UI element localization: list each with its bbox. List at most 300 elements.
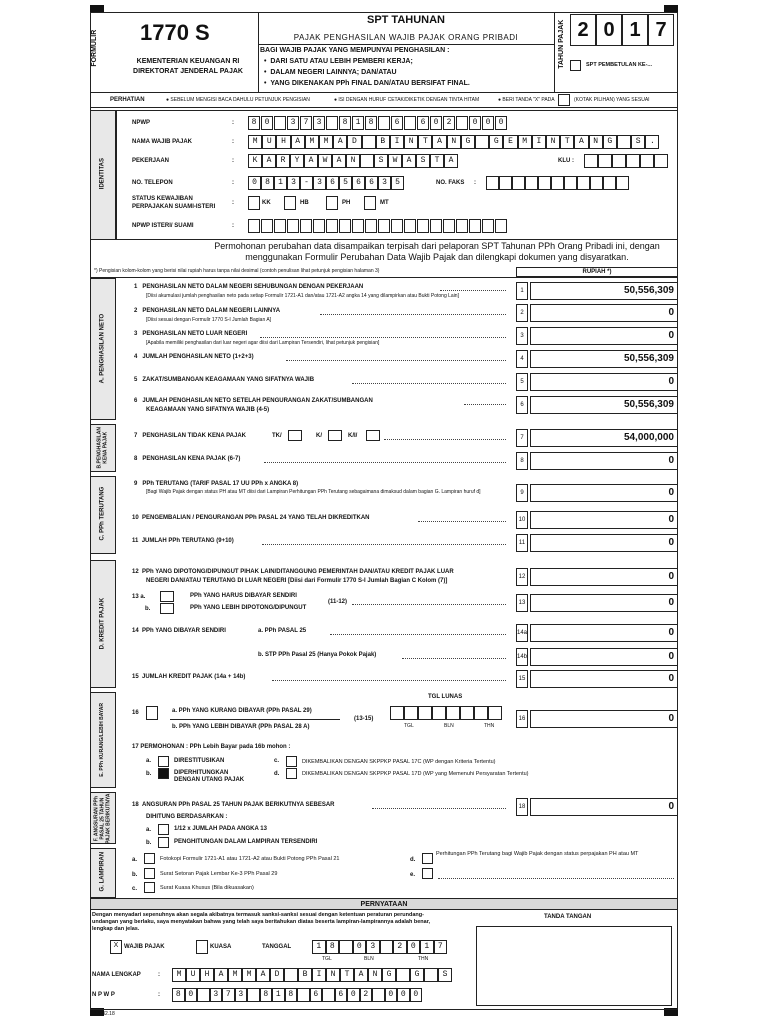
line-number: 18 xyxy=(516,798,528,816)
char-box[interactable] xyxy=(538,176,551,190)
char-box[interactable] xyxy=(352,219,364,233)
char-box[interactable]: 5 xyxy=(339,176,352,190)
example-checkbox xyxy=(558,94,570,106)
char-box[interactable]: I xyxy=(312,968,326,982)
char-box[interactable] xyxy=(322,988,335,1002)
char-box[interactable] xyxy=(424,968,438,982)
char-box[interactable] xyxy=(432,706,446,720)
char-box[interactable]: A xyxy=(432,135,446,149)
line-18-label: 18 ANGSURAN PPh PASAL 25 TAHUN PAJAK BERIKUTNYA SEBESAR xyxy=(132,802,335,808)
char-box[interactable]: M xyxy=(228,968,242,982)
line-18b-label: PENGHITUNGAN DALAM LAMPIRAN TERSENDIRI xyxy=(174,839,318,845)
char-box[interactable]: 0 xyxy=(347,988,360,1002)
char-box[interactable]: 3 xyxy=(378,176,391,190)
char-box[interactable] xyxy=(612,154,626,168)
char-box[interactable]: 0 xyxy=(469,116,481,130)
char-box[interactable]: G xyxy=(603,135,617,149)
char-box[interactable]: T xyxy=(418,135,432,149)
char-box[interactable]: B xyxy=(298,968,312,982)
spt-subtitle: PAJAK PENGHASILAN WAJIB PAJAK ORANG PRIBADI xyxy=(293,33,519,42)
char-box[interactable]: 5 xyxy=(391,176,404,190)
ministry: KEMENTERIAN KEUANGAN RI xyxy=(136,58,240,65)
form-number: 1770 S xyxy=(140,20,210,45)
char-box[interactable]: 0 xyxy=(430,116,442,130)
char-box[interactable]: T xyxy=(340,968,354,982)
char-box[interactable]: N xyxy=(326,968,340,982)
ptkp-k-box[interactable] xyxy=(328,430,342,441)
char-box[interactable]: 7 xyxy=(222,988,235,1002)
line-11-value[interactable]: 0 xyxy=(530,534,678,552)
bln-caption: BLN xyxy=(444,723,454,729)
npwp-istri-boxes xyxy=(248,219,508,233)
char-box[interactable] xyxy=(430,219,442,233)
lampiran-d-box[interactable] xyxy=(422,853,433,864)
line-16-formula: (13-15) xyxy=(354,716,374,722)
char-box[interactable] xyxy=(499,176,512,190)
line-15-label: 15 JUMLAH KREDIT PAJAK (14a + 14b) xyxy=(132,674,246,680)
char-box[interactable]: S xyxy=(438,968,452,982)
char-box[interactable] xyxy=(417,219,429,233)
char-box[interactable] xyxy=(616,176,629,190)
char-box[interactable] xyxy=(617,135,631,149)
char-box[interactable] xyxy=(378,219,390,233)
char-box[interactable] xyxy=(564,176,577,190)
lampiran-c-box[interactable] xyxy=(144,882,155,893)
char-box[interactable]: 7 xyxy=(300,116,312,130)
colon: : xyxy=(232,223,234,229)
char-box[interactable] xyxy=(372,988,385,1002)
year-digit[interactable]: 1 xyxy=(622,14,648,46)
line-7-label: 7 PENGHASILAN TIDAK KENA PAJAK xyxy=(134,433,247,439)
colon: : xyxy=(232,120,234,126)
char-box[interactable]: 8 xyxy=(339,116,351,130)
table-note: *) Pengisian kolom-kolom yang berisi nilai rupiah harus tanpa nilai desimal (contoh penulisan lihat petunjuk pengisian halaman 3) xyxy=(94,268,380,274)
lampiran-a-label: Fotokopi Formulir 1721-A1 atau 1721-A2 atau Bukti Potong PPh Pasal 21 xyxy=(160,856,340,862)
line-3-sub: [Apabila memiliki penghasilan dari luar negeri agar diisi dari Lampiran Tersendiri, lihat petunjuk pengisian] xyxy=(146,340,380,346)
char-box[interactable]: 1 xyxy=(352,116,364,130)
line-6-value[interactable]: 50,556,309 xyxy=(530,396,678,414)
char-box[interactable] xyxy=(284,968,298,982)
char-box[interactable] xyxy=(380,940,394,954)
char-box[interactable] xyxy=(456,219,468,233)
char-box[interactable] xyxy=(443,219,455,233)
char-box[interactable]: A xyxy=(354,968,368,982)
line-3-value[interactable]: 0 xyxy=(530,327,678,345)
lampiran-a-box[interactable] xyxy=(144,853,155,864)
line-5-value[interactable]: 0 xyxy=(530,373,678,391)
char-box[interactable] xyxy=(460,706,474,720)
klu-label: KLU : xyxy=(558,158,574,164)
char-box[interactable]: N xyxy=(346,154,360,168)
identitas-notice: Permohonan perubahan data disampaikan terpisah dari pelaporan SPT Tahunan PPh Orang Pribadi ini, dengan menggunakan Formulir Perubahan Data Wajib Pajak dan dilengkapi dokumen yang disyaratkan. xyxy=(214,241,660,262)
line-5-label: 5 ZAKAT/SUMBANGAN KEAGAMAAN YANG SIFATNYA WAJIB xyxy=(134,377,315,383)
tgl-lunas-label: TGL LUNAS xyxy=(428,694,463,700)
line-8-value[interactable]: 0 xyxy=(530,452,678,470)
char-box[interactable] xyxy=(626,154,640,168)
telepon-label: NO. TELEPON xyxy=(132,180,173,186)
identitas-label: IDENTITAS xyxy=(99,157,106,190)
char-box[interactable]: 0 xyxy=(397,988,410,1002)
char-box[interactable] xyxy=(391,219,403,233)
char-box[interactable] xyxy=(469,219,481,233)
tgl-caption: TGL xyxy=(404,723,414,729)
char-box[interactable] xyxy=(418,706,432,720)
line-17b-box[interactable] xyxy=(158,768,169,779)
char-box[interactable]: T xyxy=(560,135,574,149)
char-box[interactable]: 8 xyxy=(248,116,260,130)
line-18-value[interactable]: 0 xyxy=(530,798,678,816)
char-box[interactable]: 3 xyxy=(366,940,380,954)
line-number: 14a xyxy=(516,624,528,642)
line-13-value[interactable]: 0 xyxy=(530,594,678,612)
line-12-value[interactable]: 0 xyxy=(530,568,678,586)
line-17a-prefix: a. xyxy=(146,758,152,764)
form-code: F.1.1.32.18 xyxy=(90,1011,115,1017)
char-box[interactable]: D xyxy=(347,135,361,149)
char-box[interactable] xyxy=(598,154,612,168)
char-box[interactable] xyxy=(486,176,499,190)
char-box[interactable]: 6 xyxy=(352,176,365,190)
char-box[interactable]: 0 xyxy=(353,940,367,954)
char-box[interactable]: G xyxy=(410,968,424,982)
char-box[interactable]: A xyxy=(262,154,276,168)
char-box[interactable]: W xyxy=(388,154,402,168)
char-box[interactable]: 3 xyxy=(287,116,299,130)
line-14a-value[interactable]: 0 xyxy=(530,624,678,642)
ptkp-tk-label: TK/ xyxy=(272,433,282,439)
char-box[interactable]: 0 xyxy=(248,176,261,190)
lampiran-b-box[interactable] xyxy=(144,868,155,879)
char-box[interactable]: M xyxy=(518,135,532,149)
char-box[interactable]: T xyxy=(430,154,444,168)
line-1-value[interactable]: 50,556,309 xyxy=(530,282,678,300)
char-box[interactable]: 0 xyxy=(407,940,421,954)
char-box[interactable] xyxy=(360,154,374,168)
char-box[interactable]: W xyxy=(318,154,332,168)
line-16b-label: b. PPh YANG LEBIH DIBAYAR (PPh PASAL 28 A) xyxy=(172,724,310,730)
line-17d-box[interactable] xyxy=(286,768,297,779)
nama-boxes xyxy=(248,135,659,149)
pembetulan-checkbox[interactable] xyxy=(570,60,581,71)
ptkp-k-label: K/ xyxy=(316,433,322,439)
line-17b-label: DIPERHITUNGKAN DENGAN UTANG PAJAK xyxy=(174,770,245,784)
line-17a-box[interactable] xyxy=(158,756,169,767)
ptkp-tk-box[interactable] xyxy=(288,430,302,441)
char-box[interactable] xyxy=(446,706,460,720)
char-box[interactable]: S xyxy=(631,135,645,149)
char-box[interactable] xyxy=(590,176,603,190)
kuasa-checkbox[interactable] xyxy=(196,940,208,954)
line-13b-prefix: b. xyxy=(145,606,151,612)
char-box[interactable] xyxy=(404,219,416,233)
char-box[interactable]: M xyxy=(319,135,333,149)
char-box[interactable] xyxy=(525,176,538,190)
line-2-value[interactable]: 0 xyxy=(530,304,678,322)
kuasa-label: KUASA xyxy=(210,944,232,950)
char-box[interactable]: 8 xyxy=(365,116,377,130)
char-box[interactable]: N xyxy=(447,135,461,149)
status-mt-checkbox[interactable] xyxy=(364,196,376,210)
char-box[interactable]: 1 xyxy=(420,940,434,954)
char-box[interactable] xyxy=(584,154,598,168)
char-box[interactable]: A xyxy=(214,968,228,982)
ptkp-ki-box[interactable] xyxy=(366,430,380,441)
char-box[interactable]: D xyxy=(270,968,284,982)
char-box[interactable] xyxy=(475,135,489,149)
char-box[interactable] xyxy=(339,940,353,954)
line-18b-prefix: b. xyxy=(146,840,152,846)
char-box[interactable]: M xyxy=(248,135,262,149)
char-box[interactable]: G xyxy=(489,135,503,149)
char-box[interactable]: 1 xyxy=(312,940,326,954)
char-box[interactable] xyxy=(326,116,338,130)
char-box[interactable]: B xyxy=(376,135,390,149)
char-box[interactable]: A xyxy=(574,135,588,149)
line-13-formula: (11-12) xyxy=(328,599,348,605)
char-box[interactable]: 0 xyxy=(385,988,398,1002)
line-10-value[interactable]: 0 xyxy=(530,511,678,529)
char-box[interactable]: R xyxy=(276,154,290,168)
char-box[interactable]: N xyxy=(589,135,603,149)
pernyataan-text: Dengan menyadari sepenuhnya akan segala akibatnya termasuk sanksi-sanksi sesuai dengan ketentuan peraturan perundang-undangan yang berlaku, saya menyatakan bahwa yang telah saya beritahukan diatas beserta lampiran-lampirannya adalah benar, lengkap dan jelas. xyxy=(92,912,431,932)
char-box[interactable]: S xyxy=(374,154,388,168)
line-9-value[interactable]: 0 xyxy=(530,484,678,502)
char-box[interactable]: M xyxy=(305,135,319,149)
char-box[interactable]: 6 xyxy=(335,988,348,1002)
char-box[interactable]: I xyxy=(532,135,546,149)
char-box[interactable]: A xyxy=(291,135,305,149)
status-hb-checkbox[interactable] xyxy=(284,196,296,210)
line-16-value[interactable]: 0 xyxy=(530,710,678,728)
line-10-label: 10 PENGEMBALIAN / PENGURANGAN PPh PASAL 24 YANG TELAH DIKREDITKAN xyxy=(132,515,370,521)
char-box[interactable] xyxy=(378,116,390,130)
line-17-label: 17 PERMOHONAN : PPh Lebih Bayar pada 16b mohon : xyxy=(132,744,291,750)
line-number: 3 xyxy=(516,327,528,345)
line-13a-prefix: 13 a. xyxy=(132,594,146,600)
line-15-value[interactable]: 0 xyxy=(530,670,678,688)
wajib-pajak-label: WAJIB PAJAK xyxy=(124,944,165,950)
thn-caption: THN xyxy=(484,723,495,729)
line-17a-label: DIRESTITUSIKAN xyxy=(174,758,225,764)
perhatian-note-2: ● ISI DENGAN HURUF CETAK/DIKETIK DENGAN TINTA HITAM xyxy=(334,97,480,103)
status-kk-checkbox[interactable] xyxy=(248,196,260,210)
line-4-value[interactable]: 50,556,309 xyxy=(530,350,678,368)
year-digit[interactable]: 0 xyxy=(596,14,622,46)
char-box[interactable]: N xyxy=(546,135,560,149)
char-box[interactable]: E xyxy=(503,135,517,149)
char-box[interactable]: . xyxy=(645,135,659,149)
char-box[interactable]: 1 xyxy=(274,176,287,190)
pembetulan-label: SPT PEMBETULAN KE-... xyxy=(586,62,653,68)
line-2-label: 2 PENGHASILAN NETO DALAM NEGERI LAINNYA xyxy=(134,308,281,314)
char-box[interactable]: 6 xyxy=(417,116,429,130)
colon: : xyxy=(232,139,234,145)
lampiran-d-label: Perhitungan PPh Terutang bagi Wajib Pajak dengan status perpajakan PH atau MT xyxy=(436,851,639,857)
lampiran-c-label: Surat Kuasa Khusus (Bila dikuasakan) xyxy=(160,885,254,891)
line-17c-box[interactable] xyxy=(286,756,297,767)
char-box[interactable]: 6 xyxy=(365,176,378,190)
char-box[interactable] xyxy=(474,706,488,720)
char-box[interactable]: U xyxy=(262,135,276,149)
char-box[interactable]: 2 xyxy=(443,116,455,130)
char-box[interactable]: Y xyxy=(290,154,304,168)
char-box[interactable] xyxy=(390,706,404,720)
lampiran-e-box[interactable] xyxy=(422,868,433,879)
bullet-2: • DALAM NEGERI LAINNYA; DAN/ATAU xyxy=(264,69,397,76)
char-box[interactable]: K xyxy=(248,154,262,168)
line-16-box[interactable] xyxy=(146,706,158,720)
char-box[interactable]: 0 xyxy=(495,116,507,130)
char-box[interactable]: 3 xyxy=(313,116,325,130)
char-box[interactable]: H xyxy=(276,135,290,149)
char-box[interactable]: G xyxy=(461,135,475,149)
line-number: 11 xyxy=(516,534,528,552)
line-1-label: 1 PENGHASILAN NETO DALAM NEGERI SEHUBUNGAN DENGAN PEKERJAAN xyxy=(134,284,364,290)
lampiran-b-prefix: b. xyxy=(132,872,138,878)
char-box[interactable] xyxy=(297,988,310,1002)
char-box[interactable] xyxy=(603,176,616,190)
char-box[interactable]: 8 xyxy=(261,176,274,190)
char-box[interactable] xyxy=(404,116,416,130)
faks-label: NO. FAKS xyxy=(436,180,465,186)
line-18b-box[interactable] xyxy=(158,837,169,848)
wajib-pajak-checkbox[interactable]: X xyxy=(110,940,122,954)
char-box[interactable]: 3 xyxy=(313,176,326,190)
ptkp-ki-label: K/I/ xyxy=(348,433,358,439)
lampiran-e-prefix: e. xyxy=(410,872,416,878)
char-box[interactable] xyxy=(512,176,525,190)
pekerjaan-boxes xyxy=(248,154,458,168)
char-box[interactable] xyxy=(456,116,468,130)
char-box[interactable]: 8 xyxy=(285,988,298,1002)
char-box[interactable]: A xyxy=(402,154,416,168)
char-box[interactable]: 0 xyxy=(261,116,273,130)
line-number: 1 xyxy=(516,282,528,300)
char-box[interactable] xyxy=(274,116,286,130)
char-box[interactable]: H xyxy=(200,968,214,982)
char-box[interactable]: 1 xyxy=(272,988,285,1002)
char-box[interactable]: 2 xyxy=(360,988,373,1002)
line-6-label: 6 JUMLAH PENGHASILAN NETO SETELAH PENGURANGAN ZAKAT/SUMBANGAN xyxy=(134,398,373,404)
char-box[interactable]: S xyxy=(416,154,430,168)
char-box[interactable]: U xyxy=(186,968,200,982)
char-box[interactable] xyxy=(365,219,377,233)
char-box[interactable]: 3 xyxy=(210,988,223,1002)
npwp-footer-label: N P W P xyxy=(92,992,115,998)
char-box[interactable]: 6 xyxy=(326,176,339,190)
char-box[interactable]: - xyxy=(300,176,313,190)
char-box[interactable] xyxy=(654,154,668,168)
char-box[interactable] xyxy=(482,219,494,233)
char-box[interactable]: N xyxy=(404,135,418,149)
line-14a-label: a. PPh PASAL 25 xyxy=(258,628,307,634)
char-box[interactable] xyxy=(495,219,507,233)
char-box[interactable] xyxy=(640,154,654,168)
char-box[interactable]: 2 xyxy=(393,940,407,954)
colon: : xyxy=(232,200,234,206)
char-box[interactable]: 6 xyxy=(310,988,323,1002)
char-box[interactable] xyxy=(313,219,325,233)
status-hb-label: HB xyxy=(300,200,309,206)
char-box[interactable] xyxy=(261,219,273,233)
section-d-label: D. KREDIT PAJAK xyxy=(99,597,106,650)
colon: : xyxy=(158,992,160,998)
section-b-label: B.PENGHASILAN KENA PAJAK xyxy=(96,427,108,469)
char-box[interactable]: M xyxy=(242,968,256,982)
line-18a-box[interactable] xyxy=(158,824,169,835)
char-box[interactable] xyxy=(247,988,260,1002)
line-13a-box[interactable] xyxy=(160,591,174,602)
char-box[interactable] xyxy=(274,219,286,233)
line-16a-label: a. PPh YANG KURANG DIBAYAR (PPh PASAL 29) xyxy=(172,708,312,714)
char-box[interactable] xyxy=(339,219,351,233)
char-box[interactable]: 3 xyxy=(235,988,248,1002)
line-number: 7 xyxy=(516,429,528,447)
char-box[interactable]: 8 xyxy=(172,988,185,1002)
char-box[interactable]: 6 xyxy=(391,116,403,130)
status-ph-label: PH xyxy=(342,200,351,206)
char-box[interactable]: A xyxy=(256,968,270,982)
char-box[interactable] xyxy=(551,176,564,190)
char-box[interactable]: 7 xyxy=(434,940,448,954)
lampiran-b-label: Surat Setoran Pajak Lembar Ke-3 PPh Pasal 29 xyxy=(160,871,278,877)
char-box[interactable] xyxy=(326,219,338,233)
char-box[interactable]: 3 xyxy=(287,176,300,190)
line-13b-label: PPh YANG LEBIH DIPOTONG/DIPUNGUT xyxy=(190,605,307,611)
line-7-value[interactable]: 54,000,000 xyxy=(530,429,678,447)
char-box[interactable]: A xyxy=(333,135,347,149)
char-box[interactable]: 8 xyxy=(260,988,273,1002)
char-box[interactable]: G xyxy=(382,968,396,982)
char-box[interactable]: N xyxy=(368,968,382,982)
char-box[interactable]: 0 xyxy=(410,988,423,1002)
year-digit[interactable]: 7 xyxy=(648,14,674,46)
char-box[interactable] xyxy=(287,219,299,233)
line-12-label2: NEGERI DAN/ATAU TERUTANG DI LUAR NEGERI [Diisi dari Formulir 1770 S-I Jumlah Bagian C Kolom (7)] xyxy=(146,578,448,584)
status-mt-label: MT xyxy=(380,200,389,206)
char-box[interactable] xyxy=(404,706,418,720)
signature-box[interactable] xyxy=(476,926,672,1006)
char-box[interactable]: A xyxy=(444,154,458,168)
char-box[interactable]: I xyxy=(390,135,404,149)
char-box[interactable]: M xyxy=(172,968,186,982)
for-line: BAGI WAJIB PAJAK YANG MEMPUNYAI PENGHASILAN : xyxy=(260,47,450,54)
line-12-label: 12 PPh YANG DIPOTONG/DIPUNGUT PIHAK LAIN/DITANGGUNG PEMERINTAH DAN/ATAU KREDIT PAJAK LUAR xyxy=(132,569,454,575)
char-box[interactable] xyxy=(197,988,210,1002)
char-box[interactable]: A xyxy=(332,154,346,168)
rupiah-header: RUPIAH *) xyxy=(516,267,678,277)
perhatian-note-3: ● BERI TANDA "X" PADA xyxy=(498,97,555,103)
char-box[interactable] xyxy=(300,219,312,233)
char-box[interactable] xyxy=(396,968,410,982)
line-13b-box[interactable] xyxy=(160,603,174,614)
line-number: 2 xyxy=(516,304,528,322)
char-box[interactable]: A xyxy=(304,154,318,168)
char-box[interactable] xyxy=(577,176,590,190)
status-ph-checkbox[interactable] xyxy=(326,196,338,210)
year-digit[interactable]: 2 xyxy=(570,14,596,46)
line-2-sub: [Diisi sesuai dengan Formulir 1770 S-I Jumlah Bagian A] xyxy=(146,317,272,323)
line-14b-value[interactable]: 0 xyxy=(530,648,678,666)
nama-lengkap-boxes xyxy=(172,968,452,982)
char-box[interactable]: 0 xyxy=(185,988,198,1002)
char-box[interactable] xyxy=(248,219,260,233)
char-box[interactable] xyxy=(362,135,376,149)
line-number: 16 xyxy=(516,710,528,728)
char-box[interactable]: 0 xyxy=(482,116,494,130)
char-box[interactable] xyxy=(488,706,502,720)
char-box[interactable]: 8 xyxy=(326,940,340,954)
